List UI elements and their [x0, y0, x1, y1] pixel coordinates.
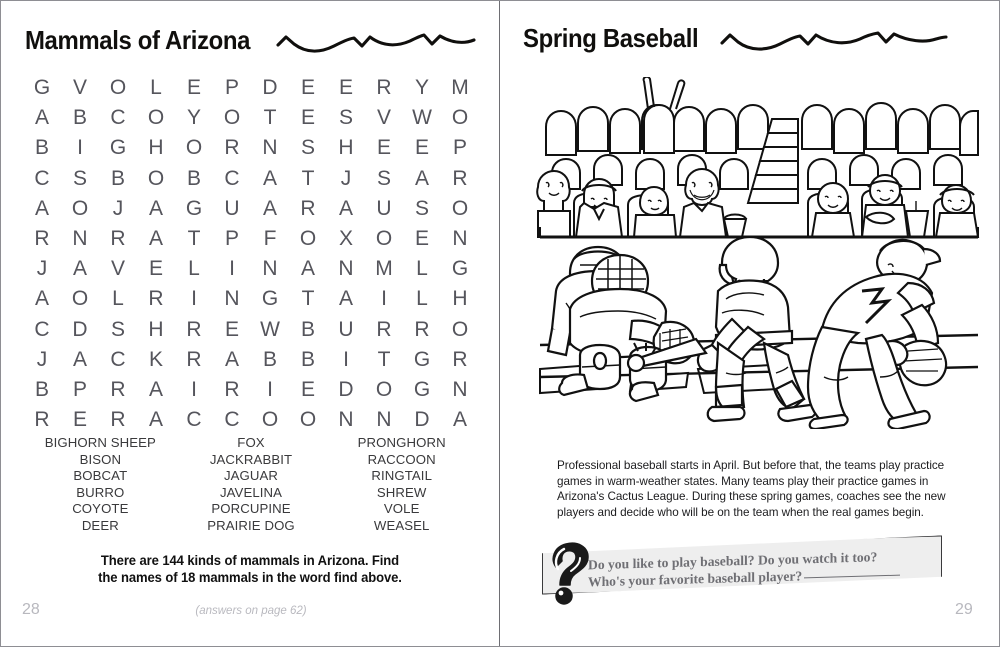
page-number: 28	[22, 601, 40, 618]
grid-cell-r11-c3[interactable]: R	[110, 378, 126, 402]
grid-cell-r2-c10[interactable]: V	[376, 106, 391, 130]
grid-cell-r7-c1[interactable]: J	[36, 257, 48, 281]
word-list-item[interactable]: JAVELINA	[219, 484, 283, 500]
answers-note: (answers on page 62)	[195, 605, 307, 617]
grid-cell-r5-c10[interactable]: U	[376, 196, 392, 220]
grid-cell-r10-c11[interactable]: G	[413, 347, 431, 371]
grid-cell-r5-c8[interactable]: R	[300, 196, 316, 220]
grid-cell-r2-c4[interactable]: O	[147, 106, 165, 130]
grid-cell-r10-c5[interactable]: R	[186, 347, 202, 371]
grid-cell-r10-c1[interactable]: J	[36, 347, 48, 371]
article-body-line: games in warm-weather states. Many teams play their practice games in	[557, 474, 929, 488]
grid-cell-r3-c3[interactable]: G	[109, 136, 127, 160]
grid-cell-r9-c4[interactable]: H	[148, 317, 164, 341]
grid-cell-r11-c5[interactable]: I	[191, 378, 197, 402]
grid-cell-r3-c9[interactable]: H	[338, 136, 354, 160]
grid-cell-r1-c1[interactable]: G	[33, 76, 51, 99]
grid-cell-r9-c2[interactable]: D	[72, 317, 88, 341]
puzzle-instruction	[58, 552, 442, 586]
grid-cell-r5-c11[interactable]: S	[414, 196, 429, 220]
grid-cell-r5-c5[interactable]: G	[185, 196, 203, 220]
grid-cell-r12-c12[interactable]: A	[452, 408, 467, 432]
grid-cell-r1-c2[interactable]: V	[72, 76, 87, 99]
grid-cell-r7-c5[interactable]: L	[188, 257, 200, 281]
page-number: 29	[955, 601, 973, 618]
article-body-line: Professional baseball starts in April. But before that, the teams play practice	[557, 459, 945, 472]
grid-cell-r12-c9[interactable]: N	[338, 408, 354, 432]
grid-cell-r7-c6[interactable]: I	[229, 257, 235, 281]
question-line-2-text: Who's your favorite baseball player?	[588, 568, 803, 590]
grid-cell-r8-c11[interactable]: L	[416, 287, 428, 311]
article-body-text	[557, 458, 977, 520]
grid-cell-r8-c12[interactable]: H	[452, 287, 468, 311]
grid-cell-r4-c8[interactable]: T	[301, 166, 315, 190]
grid-cell-r9-c6[interactable]: E	[224, 317, 239, 341]
page-title: Mammals of Arizona	[25, 25, 251, 55]
grid-cell-r6-c3[interactable]: R	[110, 227, 126, 251]
grid-cell-r2-c5[interactable]: Y	[186, 106, 201, 130]
instruction-line-1: There are 144 kinds of mammals in Arizona. Find	[100, 553, 400, 568]
grid-cell-r2-c6[interactable]: O	[223, 106, 241, 130]
grid-cell-r1-c4[interactable]: L	[150, 76, 162, 99]
grid-cell-r9-c7[interactable]: W	[260, 317, 280, 341]
grid-cell-r3-c10[interactable]: E	[376, 136, 391, 160]
grid-cell-r2-c7[interactable]: T	[263, 106, 277, 130]
grid-cell-r2-c9[interactable]: S	[338, 106, 353, 130]
left-page	[1, 1, 499, 646]
word-list-item[interactable]: FOX	[237, 435, 265, 450]
answer-blank-line[interactable]	[804, 575, 900, 579]
grid-cell-r7-c4[interactable]: E	[148, 257, 163, 281]
grid-cell-r2-c3[interactable]: C	[110, 106, 126, 130]
word-list-item[interactable]: PRONGHORN	[357, 435, 446, 450]
word-list-item[interactable]: COYOTE	[72, 501, 129, 517]
grid-cell-r3-c8[interactable]: S	[300, 136, 315, 160]
question-line-1: Do you like to play baseball? Do you watch it too?	[588, 549, 878, 573]
grid-cell-r4-c4[interactable]: O	[147, 166, 165, 190]
grid-cell-r8-c5[interactable]: I	[191, 287, 197, 311]
grid-cell-r11-c6[interactable]: R	[224, 378, 240, 402]
question-prompt-box[interactable]	[542, 541, 962, 601]
grid-cell-r2-c11[interactable]: W	[412, 106, 432, 130]
grid-cell-r12-c7[interactable]: O	[261, 408, 279, 432]
grid-cell-r6-c8[interactable]: O	[299, 227, 317, 251]
grid-cell-r3-c7[interactable]: N	[262, 136, 278, 160]
grid-cell-r4-c6[interactable]: C	[224, 166, 240, 190]
grid-cell-r10-c6[interactable]: A	[224, 347, 239, 371]
grid-cell-r3-c12[interactable]: P	[452, 136, 467, 160]
word-list-item[interactable]: BURRO	[76, 484, 125, 500]
grid-cell-r5-c6[interactable]: U	[224, 196, 240, 220]
grid-cell-r6-c5[interactable]: T	[187, 227, 201, 251]
article-body-line: Arizona's Cactus League. During these spring games, coaches see the new	[557, 490, 946, 504]
grid-cell-r6-c6[interactable]: P	[224, 227, 239, 251]
grid-cell-r1-c8[interactable]: E	[300, 76, 315, 99]
grid-cell-r10-c9[interactable]: I	[343, 347, 349, 371]
grid-cell-r4-c7[interactable]: A	[262, 166, 277, 190]
grid-cell-r12-c10[interactable]: N	[376, 408, 392, 432]
article-body-line: players and decide who will be on the team when the real games begin.	[557, 505, 924, 519]
grid-cell-r10-c10[interactable]: T	[377, 347, 391, 371]
grid-cell-r1-c7[interactable]: D	[262, 76, 278, 99]
grid-cell-r1-c12[interactable]: M	[451, 76, 469, 99]
grid-cell-r12-c3[interactable]: R	[110, 408, 126, 432]
grid-cell-r9-c9[interactable]: U	[338, 317, 354, 341]
grid-cell-r8-c10[interactable]: I	[381, 287, 387, 311]
grid-cell-r11-c1[interactable]: B	[34, 378, 49, 402]
grid-cell-r8-c8[interactable]: T	[301, 287, 315, 311]
grid-cell-r12-c2[interactable]: E	[72, 408, 87, 432]
grid-cell-r8-c6[interactable]: N	[224, 287, 240, 311]
word-list-item[interactable]: JACKRABBIT	[209, 451, 293, 467]
left-page-header	[25, 25, 476, 56]
squiggle-rule-icon	[276, 28, 476, 54]
grid-cell-r9-c3[interactable]: S	[110, 317, 125, 341]
grid-cell-r11-c11[interactable]: G	[413, 378, 431, 402]
word-list-column-2	[176, 435, 327, 535]
baseball-scene-illustration	[536, 77, 980, 434]
grid-cell-r5-c12[interactable]: O	[451, 196, 469, 220]
grid-cell-r3-c11[interactable]: E	[414, 136, 429, 160]
grid-cell-r8-c3[interactable]: L	[112, 287, 124, 311]
grid-cell-r4-c11[interactable]: A	[414, 166, 429, 190]
grid-cell-r8-c4[interactable]: R	[148, 287, 164, 311]
grid-cell-r11-c4[interactable]: A	[148, 378, 163, 402]
grid-cell-r4-c5[interactable]: B	[186, 166, 201, 190]
grid-cell-r7-c7[interactable]: N	[262, 257, 278, 281]
grid-cell-r2-c8[interactable]: E	[300, 106, 315, 130]
grid-cell-r7-c11[interactable]: L	[416, 257, 428, 281]
grid-cell-r5-c9[interactable]: A	[338, 196, 353, 220]
grid-cell-r6-c1[interactable]: R	[34, 227, 50, 251]
grid-cell-r5-c1[interactable]: A	[34, 196, 49, 220]
grid-cell-r4-c10[interactable]: S	[376, 166, 391, 190]
grid-cell-r3-c1[interactable]: B	[34, 136, 49, 160]
word-list-item[interactable]: RACCOON	[367, 451, 436, 467]
grid-cell-r10-c12[interactable]: R	[452, 347, 468, 371]
grid-cell-r10-c8[interactable]: B	[300, 347, 315, 371]
grid-cell-r2-c2[interactable]: B	[72, 106, 87, 130]
grid-cell-r5-c2[interactable]: O	[71, 196, 89, 220]
grid-cell-r9-c10[interactable]: R	[376, 317, 392, 341]
squiggle-rule-icon	[720, 26, 948, 52]
grid-cell-r11-c8[interactable]: E	[300, 378, 315, 402]
grid-cell-r9-c5[interactable]: R	[186, 317, 202, 341]
grid-cell-r7-c3[interactable]: V	[110, 257, 125, 281]
grid-cell-r11-c2[interactable]: P	[72, 378, 87, 402]
grid-cell-r3-c5[interactable]: O	[185, 136, 203, 160]
grid-cell-r7-c8[interactable]: A	[300, 257, 315, 281]
grid-cell-r8-c9[interactable]: A	[338, 287, 353, 311]
grid-cell-r7-c12[interactable]: G	[451, 257, 469, 281]
word-list	[25, 435, 477, 535]
grid-cell-r11-c12[interactable]: N	[452, 378, 468, 402]
word-list-item[interactable]: DEER	[81, 517, 119, 533]
grid-cell-r9-c11[interactable]: R	[414, 317, 430, 341]
word-list-item[interactable]: BOBCAT	[73, 468, 128, 484]
grid-cell-r12-c1[interactable]: R	[34, 408, 50, 432]
question-mark-icon	[542, 541, 596, 605]
grid-cell-r7-c10[interactable]: M	[375, 257, 393, 281]
word-list-item[interactable]: BIGHORN SHEEP	[44, 435, 156, 450]
grid-cell-r9-c1[interactable]: C	[34, 317, 50, 341]
grid-cell-r12-c11[interactable]: D	[414, 408, 430, 432]
grid-cell-r3-c6[interactable]: R	[224, 136, 240, 160]
grid-cell-r11-c10[interactable]: O	[375, 378, 393, 402]
grid-cell-r10-c7[interactable]: B	[262, 347, 277, 371]
grid-cell-r6-c12[interactable]: N	[452, 227, 468, 251]
grid-cell-r12-c5[interactable]: C	[186, 408, 202, 432]
grid-cell-r2-c12[interactable]: O	[451, 106, 469, 130]
grid-cell-r2-c1[interactable]: A	[34, 106, 49, 130]
grid-cell-r11-c9[interactable]: D	[338, 378, 354, 402]
grid-cell-r10-c3[interactable]: C	[110, 347, 126, 371]
grid-cell-r8-c7[interactable]: G	[261, 287, 279, 311]
grid-cell-r8-c1[interactable]: A	[34, 287, 49, 311]
word-list-item[interactable]: PRAIRIE DOG	[207, 517, 295, 533]
grid-cell-r3-c4[interactable]: H	[148, 136, 164, 160]
page-title: Spring Baseball	[523, 23, 699, 53]
grid-cell-r12-c8[interactable]: O	[299, 408, 317, 432]
grid-cell-r1-c3[interactable]: O	[109, 76, 127, 99]
grid-cell-r9-c8[interactable]: B	[300, 317, 315, 341]
grid-cell-r9-c12[interactable]: O	[451, 317, 469, 341]
grid-cell-r5-c7[interactable]: A	[262, 196, 277, 220]
grid-cell-r10-c2[interactable]: A	[72, 347, 87, 371]
grid-cell-r5-c3[interactable]: J	[112, 196, 124, 220]
grid-cell-r10-c4[interactable]: K	[148, 347, 163, 371]
grid-cell-r8-c2[interactable]: O	[71, 287, 89, 311]
right-page	[500, 1, 1000, 646]
word-list-column-1	[25, 435, 176, 535]
word-list-item[interactable]: WEASEL	[373, 517, 430, 533]
grid-cell-r1-c11[interactable]: Y	[414, 76, 429, 99]
word-list-item[interactable]: VOLE	[383, 501, 420, 517]
grid-cell-r4-c2[interactable]: S	[72, 166, 87, 190]
grid-cell-r7-c2[interactable]: A	[72, 257, 87, 281]
word-list-item[interactable]: RINGTAIL	[371, 468, 432, 484]
grid-cell-r6-c4[interactable]: A	[148, 227, 163, 251]
grid-cell-r3-c2[interactable]: I	[77, 136, 83, 160]
grid-cell-r6-c9[interactable]: X	[338, 227, 353, 251]
grid-cell-r12-c6[interactable]: C	[224, 408, 240, 432]
word-list-column-3	[326, 435, 477, 535]
grid-cell-r1-c10[interactable]: R	[376, 76, 392, 99]
grid-cell-r11-c7[interactable]: I	[267, 378, 273, 402]
grid-cell-r1-c9[interactable]: E	[338, 76, 353, 99]
word-list-item[interactable]: PORCUPINE	[211, 501, 291, 517]
word-list-item[interactable]: SHREW	[376, 484, 427, 500]
grid-cell-r7-c9[interactable]: N	[338, 257, 354, 281]
word-search-grid[interactable]	[23, 73, 479, 435]
grid-cell-r4-c9[interactable]: J	[340, 166, 352, 190]
grid-cell-r6-c11[interactable]: E	[414, 227, 429, 251]
grid-cell-r6-c2[interactable]: N	[72, 227, 88, 251]
grid-cell-r4-c12[interactable]: R	[452, 166, 468, 190]
instruction-line-2: the names of 18 mammals in the word find above.	[98, 570, 402, 585]
grid-cell-r6-c7[interactable]: F	[263, 227, 277, 251]
word-list-item[interactable]: JAGUAR	[223, 468, 279, 484]
grid-cell-r12-c4[interactable]: A	[148, 408, 163, 432]
grid-cell-r1-c5[interactable]: E	[186, 76, 201, 99]
word-list-item[interactable]: BISON	[79, 451, 122, 467]
grid-cell-r4-c1[interactable]: C	[34, 166, 50, 190]
grid-cell-r4-c3[interactable]: B	[110, 166, 125, 190]
right-page-header	[523, 23, 948, 54]
grid-cell-r5-c4[interactable]: A	[148, 196, 163, 220]
grid-cell-r1-c6[interactable]: P	[224, 76, 239, 99]
grid-cell-r6-c10[interactable]: O	[375, 227, 393, 251]
